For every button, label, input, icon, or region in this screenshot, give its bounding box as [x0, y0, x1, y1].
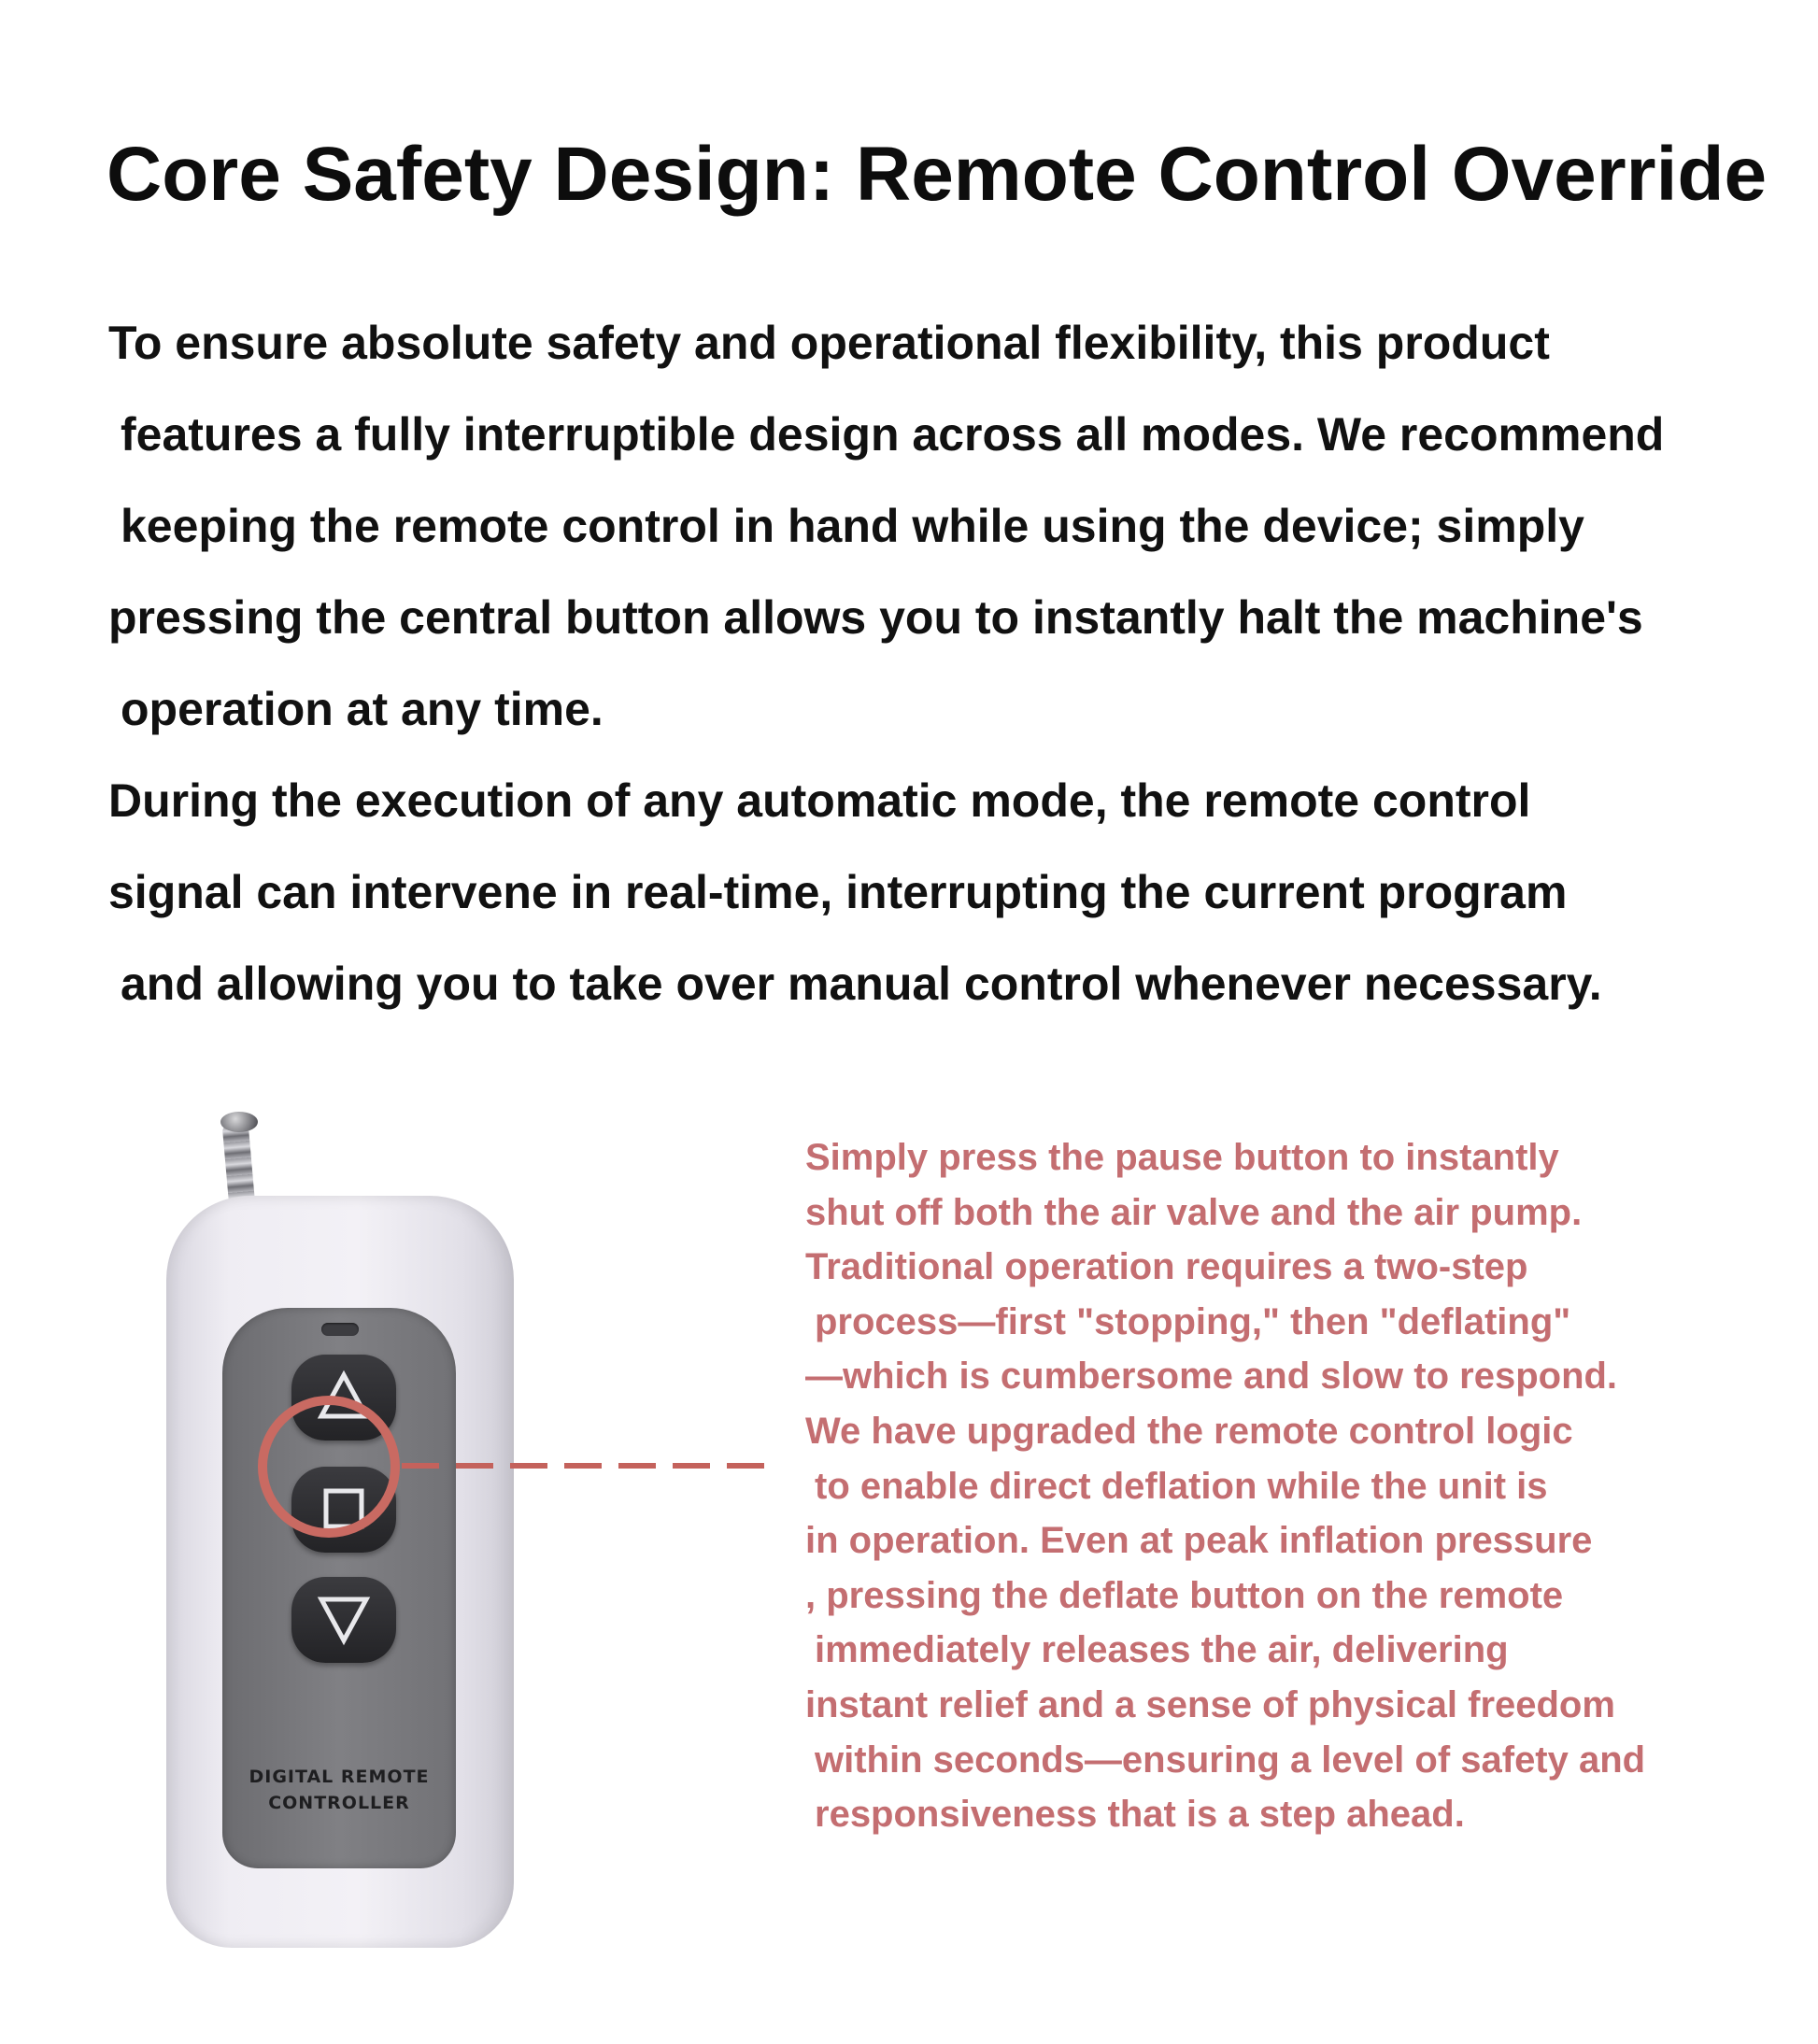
- callout-dashed-line: [402, 1463, 768, 1469]
- intro-line: To ensure absolute safety and operational flexibility, this product: [108, 317, 1550, 369]
- note-line: Simply press the pause button to instantly: [805, 1137, 1559, 1178]
- note-line: in operation. Even at peak inflation pressure: [805, 1520, 1593, 1562]
- intro-paragraph: [108, 297, 1790, 1029]
- note-line: Traditional operation requires a two-step: [805, 1246, 1528, 1288]
- intro-line: signal can intervene in real-time, interrupting the current program: [108, 866, 1568, 918]
- callout-note: [805, 1130, 1805, 1842]
- note-line: We have upgraded the remote control logic: [805, 1410, 1573, 1452]
- page-title: Core Safety Design: Remote Control Override: [107, 132, 1768, 217]
- down-button: [291, 1577, 396, 1663]
- brand-text: DIGITAL REMOTE: [249, 1767, 430, 1787]
- remote-panel: [222, 1308, 456, 1868]
- note-line: shut off both the air valve and the air pump.: [805, 1191, 1583, 1233]
- highlight-circle: [258, 1396, 400, 1538]
- note-line: to enable direct deflation while the unit is: [815, 1465, 1548, 1507]
- antenna-tip: [220, 1112, 258, 1132]
- led-indicator-icon: [321, 1323, 359, 1336]
- note-line: —which is cumbersome and slow to respond.: [805, 1356, 1618, 1398]
- note-line: immediately releases the air, delivering: [815, 1629, 1509, 1671]
- note-line: , pressing the deflate button on the remote: [805, 1574, 1564, 1616]
- note-line: instant relief and a sense of physical freedom: [805, 1683, 1615, 1725]
- note-line: responsiveness that is a step ahead.: [815, 1794, 1465, 1836]
- intro-line: operation at any time.: [121, 683, 604, 735]
- intro-line: and allowing you to take over manual control whenever necessary.: [121, 958, 1602, 1010]
- note-line: process—first "stopping," then "deflating": [815, 1300, 1571, 1342]
- remote-body: [166, 1196, 514, 1948]
- note-line: within seconds—ensuring a level of safety and: [815, 1739, 1646, 1781]
- intro-line: pressing the central button allows you to instantly halt the machine's: [108, 591, 1643, 644]
- brand-text: CONTROLLER: [268, 1793, 410, 1813]
- intro-line: keeping the remote control in hand while using the device; simply: [121, 500, 1584, 552]
- intro-line: During the execution of any automatic mode, the remote control: [108, 774, 1531, 827]
- down-arrow-icon: [291, 1577, 396, 1663]
- intro-line: features a fully interruptible design across all modes. We recommend: [121, 408, 1665, 461]
